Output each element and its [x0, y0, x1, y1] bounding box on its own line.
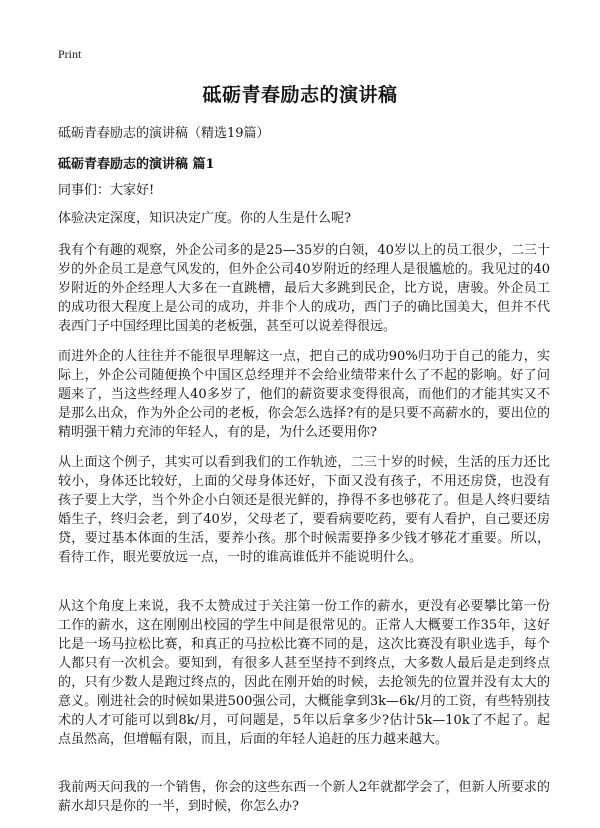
body-paragraph-1: 我有个有趣的观察，外企公司多的是25—35岁的白领，40岁以上的员工很少，二三十岁的外企员工是意气风发的，但外企公司40岁附近的经理人是很尴尬的。我见过的40岁附近的外企经理人大多在一直跳槽，最后大多跳到民企，比方说，唐骏。外企员工的成功很大程度上是公司的成功，并非个人的成功，西门子的确比国美大，但并不代表西门子中国经理比国美的老板强，甚至可以说差得很远。 — [58, 243, 550, 334]
section-heading: 砥砺青春励志的演讲稿 篇1 — [58, 157, 215, 172]
intro-paragraph: 体验决定深度，知识决定广度。你的人生是什么呢? — [58, 211, 351, 226]
body-paragraph-2: 而进外企的人往往并不能很早理解这一点，把自己的成功90%归功于自己的能力，实际上，外企公司随便换个中国区总经理并不会给业绩带来什么了不起的影响。好了问题来了，当这些经理人40多岁了，他们的薪资要求变得很高，而他们的才能其实又不是那么出众，作为外企公司的老板，你会怎么选择?有的是只要不高薪水的，要出位的精明强干精力充沛的年轻人，有的是，为什么还要用你? — [58, 349, 550, 440]
document-subtitle: 砥砺青春励志的演讲稿（精选19篇） — [58, 126, 270, 141]
greeting-paragraph: 同事们：大家好! — [58, 183, 155, 198]
print-link[interactable]: Print — [58, 47, 82, 61]
body-paragraph-3: 从上面这个例子，其实可以看到我们的工作轨迹，二三十岁的时候，生活的压力还比较小，身体还比较好，上面的父母身体还好，下面又没有孩子，不用还房贷，也没有孩子要上大学，当个外企小白领还是很光鲜的，挣得不多也够花了。但是人终归要结婚生子，终归会老，到了40岁，父母老了，要看病要吃药，要有人看护，自己要还房贷，要过基本体面的生活，要养小孩。那个时候需要挣多少钱才够花才重要。所以，看待工作，眼光要放远一点，一时的谁高谁低并不能说明什么。 — [58, 455, 550, 565]
body-paragraph-4: 从这个角度上来说，我不太赞成过于关注第一份工作的薪水，更没有必要攀比第一份工作的薪水，这在刚刚出校园的学生中间是很常见的。正常人大概要工作35年，这好比是一场马拉松比赛，和真正的马拉松比赛不同的是，这次比赛没有职业选手，每个人都只有一次机会。要知到，有很多人甚至坚持不到终点，大多数人最后是走到终点的，只有少数人是跑过终点的，因此在刚开始的时候，去抢领先的位置并没有太大的意义。刚进社会的时候如果进500强公司，大概能拿到3k—6k/月的工资，有些特别技术的人才可能可以到8k/月，可问题是，5年以后拿多少?估计5k—10k了不起了。起点虽然高，但增幅有限，而且，后面的年轻人追赶的压力越来越大。 — [58, 599, 550, 747]
body-paragraph-5: 我前两天问我的一个销售，你会的这些东西一个新人2年就都学会了，但新人所要求的薪水却只是你的一半，到时候，你怎么办? — [58, 780, 550, 814]
page-title: 砥砺青春励志的演讲稿 — [202, 84, 398, 106]
